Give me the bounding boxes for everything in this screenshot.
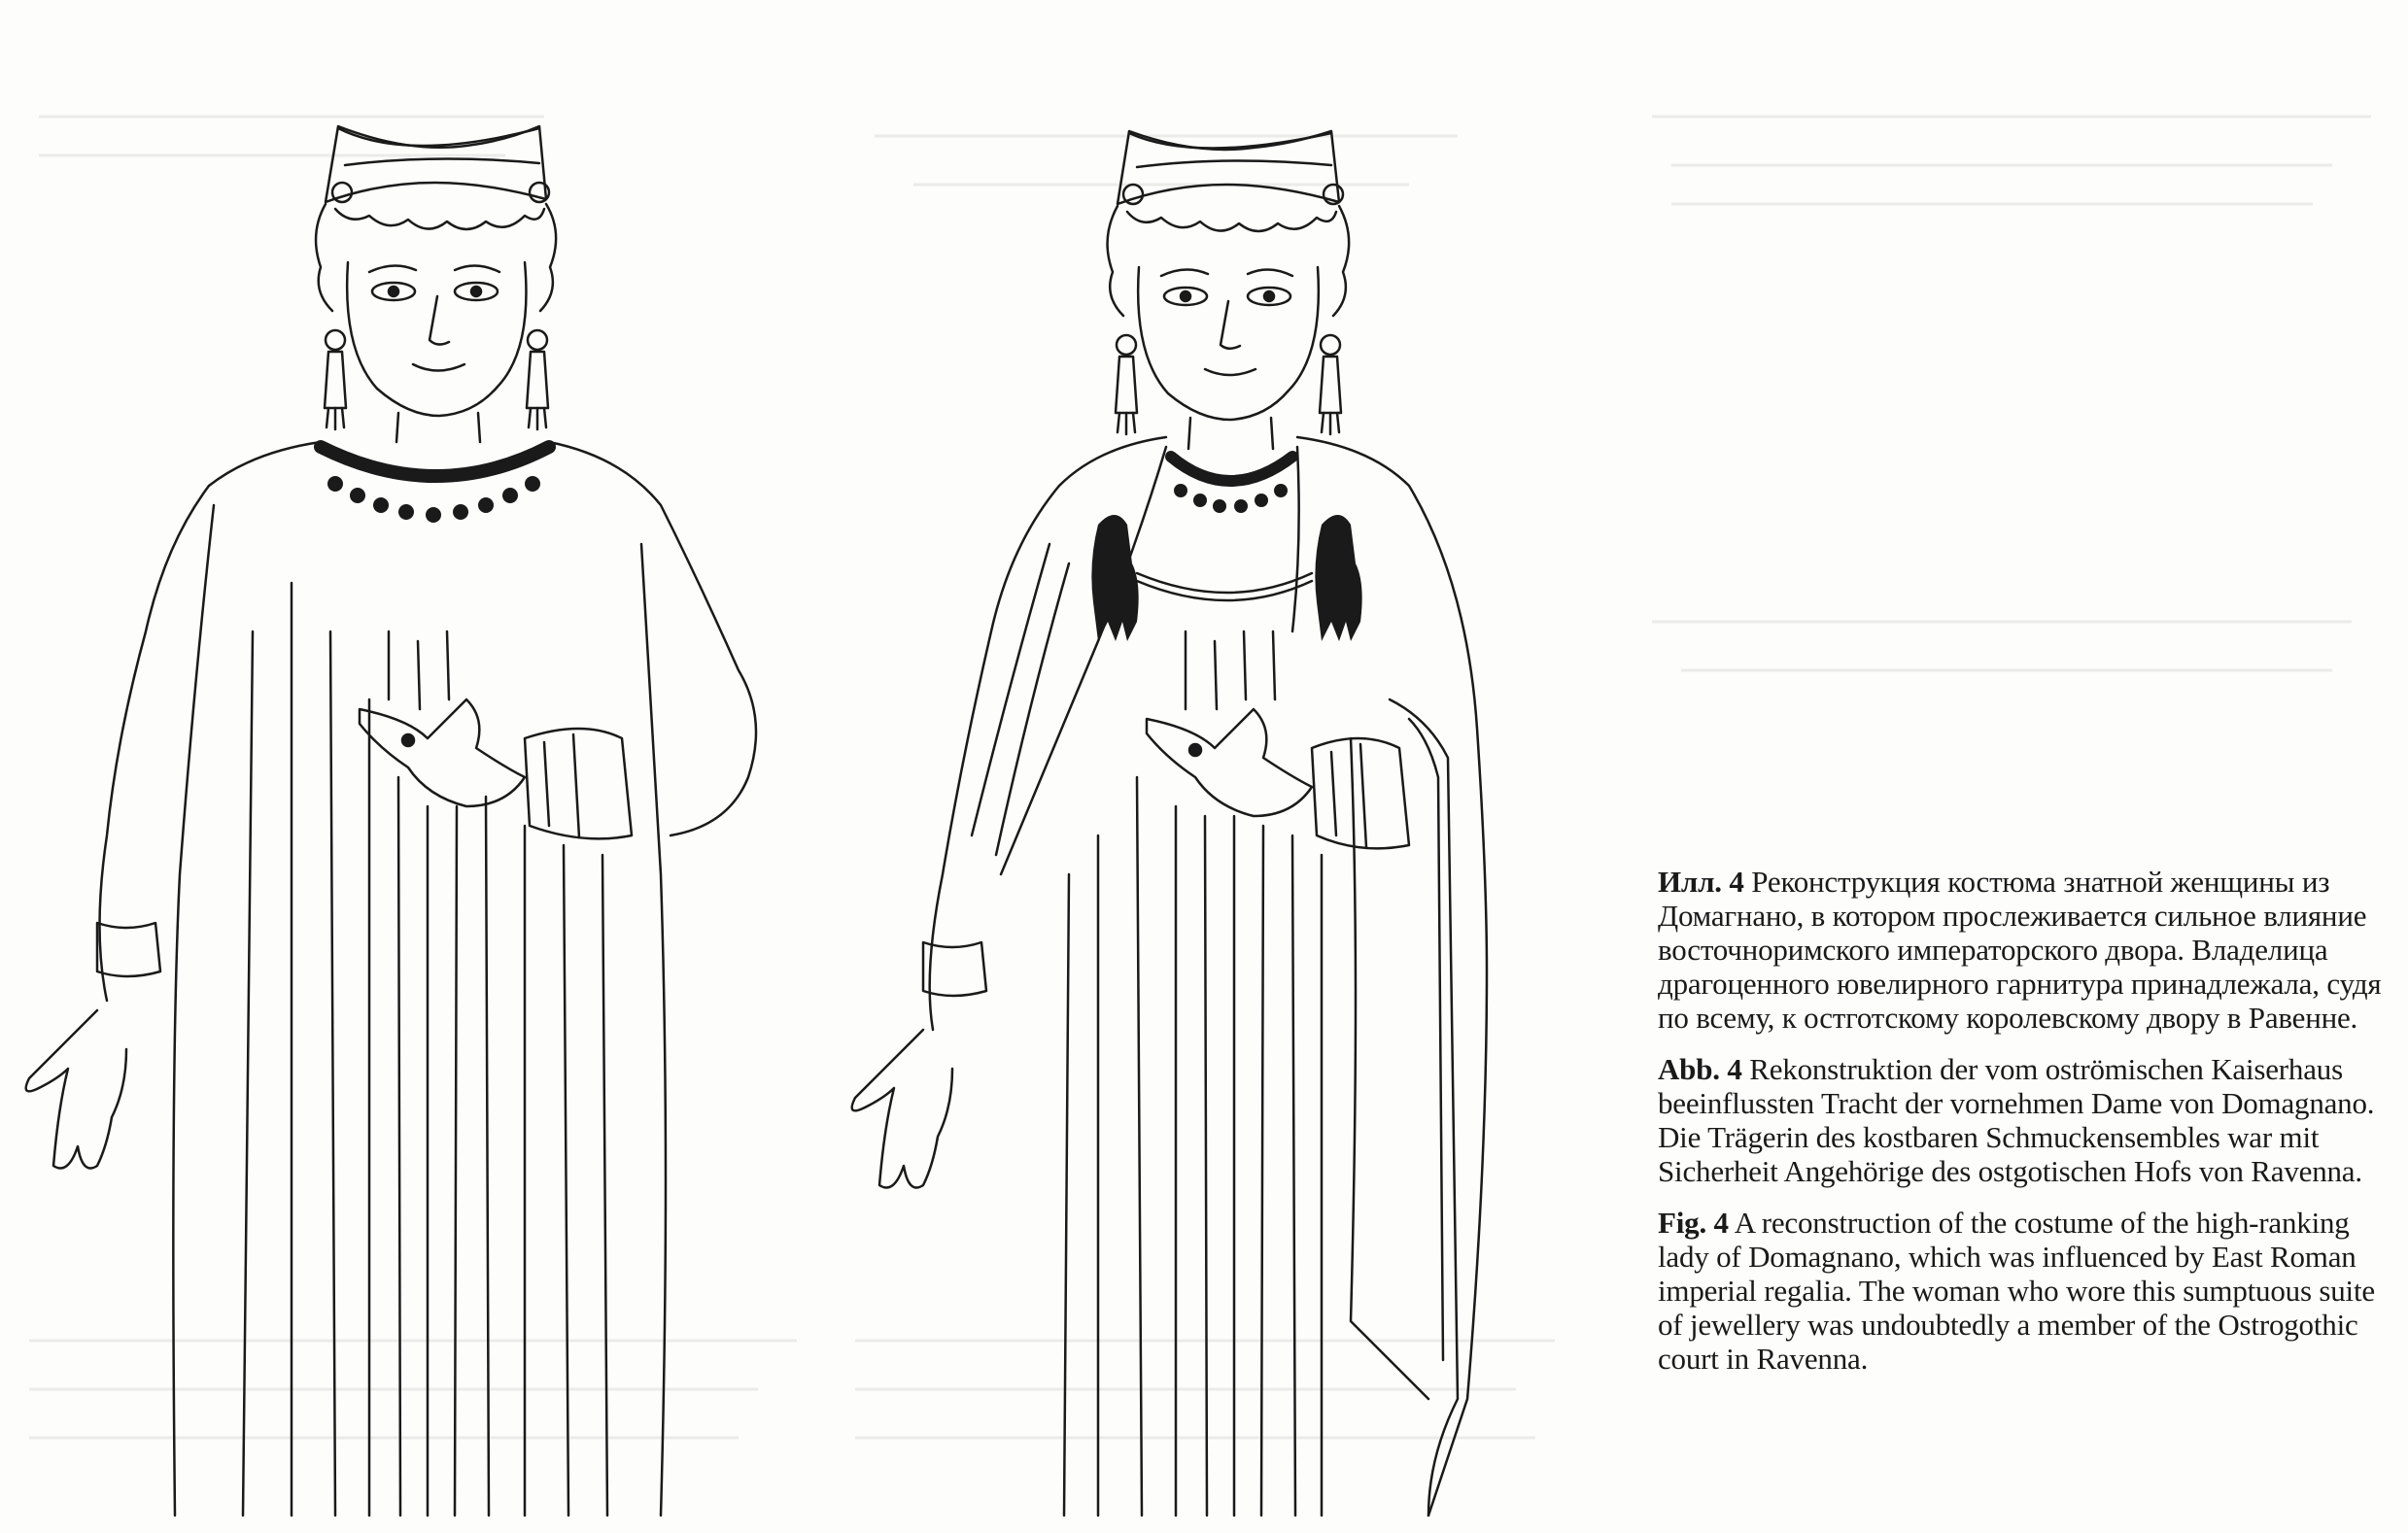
caption-german-text: Rekonstruktion der vom oströmischen Kaiserhaus beeinflussten Tracht der vornehmen Dame von Domagnano. Die Trägerin des kostbaren Schmuckensembles war mit Sicherheit Angehörige des ostgotischen Hofs von Ravenna.	[1658, 1052, 2375, 1188]
caption-german-label: Abb. 4	[1658, 1052, 1742, 1086]
caption-russian	[1658, 865, 2396, 1035]
figure-lady-dalmatic	[0, 0, 807, 1533]
caption-english	[1658, 1206, 2396, 1376]
caption-english-label: Fig. 4	[1658, 1206, 1729, 1240]
caption-russian-text: Реконструкция костюма знатной женщины из Домагнано, в котором прослеживается сильное влияние восточноримского императорского двора. Владелица драгоценного ювелирного гарнитура принадлежала, судя по всему, к остготскому королевскому двору в Равенне.	[1658, 865, 2382, 1035]
figure-lady-mantle	[807, 0, 1613, 1533]
caption-english-text: A reconstruction of the costume of the high-ranking lady of Domagnano, which was influenced by East Roman imperial regalia. The woman who wore this sumptuous suite of jewellery was undoubtedly a member of the Ostrogothic court in Ravenna.	[1658, 1206, 2375, 1376]
caption-block	[1658, 865, 2396, 1393]
caption-german	[1658, 1052, 2396, 1188]
caption-russian-label: Илл. 4	[1658, 865, 1744, 899]
